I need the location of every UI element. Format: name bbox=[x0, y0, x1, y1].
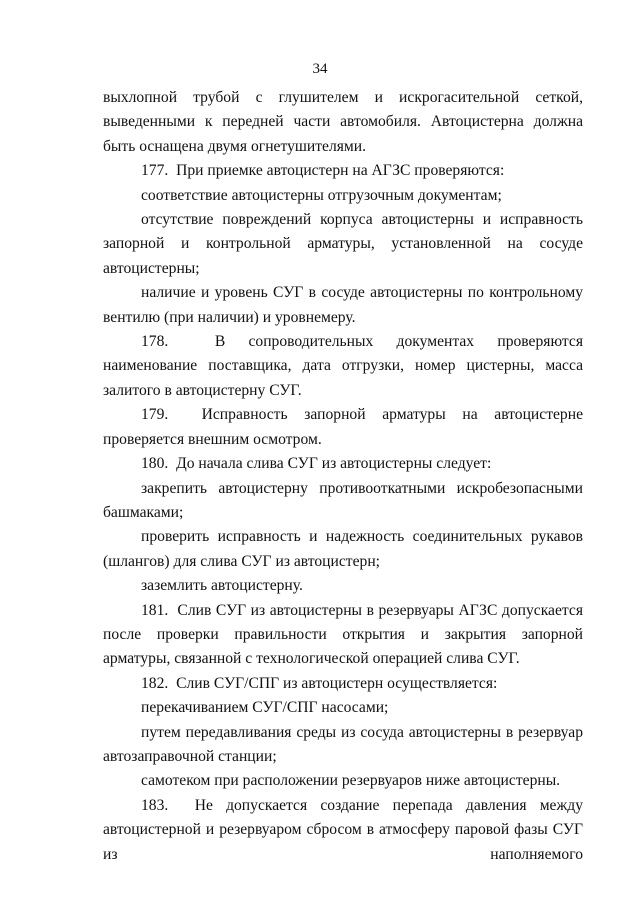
paragraph-178: 178. В сопроводительных документах проверяются наименование поставщика, дата отгрузки, номер цистерны, масса залитого в автоцистерну СУГ. bbox=[103, 333, 583, 399]
paragraph-182-item-3: самотеком при расположении резервуаров ниже автоцистерны. bbox=[141, 772, 561, 790]
paragraph-182-item-2: путем передавливания среды из сосуда автоцистерны в резервуар автозаправочной станции; bbox=[103, 723, 583, 765]
paragraph-continuation: выхлопной трубой с глушителем и искрогасительной сеткой, выведенными к передней части автомобиля. Автоцистерна должна быть оснащена двумя огнетушителями. bbox=[103, 89, 583, 155]
paragraph-179: 179. Исправность запорной арматуры на автоцистерне проверяется внешним осмотром. bbox=[103, 406, 583, 448]
paragraph-180-item-2: проверить исправность и надежность соединительных рукавов (шлангов) для слива СУГ из автоцистерн; bbox=[103, 528, 583, 570]
paragraph-177: 177. При приемке автоцистерн на АГЗС проверяются: bbox=[141, 162, 505, 180]
paragraph-182: 182. Слив СУГ/СПГ из автоцистерн осуществляется: bbox=[141, 674, 498, 692]
page-number: 34 bbox=[312, 61, 328, 77]
document-body bbox=[103, 86, 583, 867]
paragraph-177-item-3: наличие и уровень СУГ в сосуде автоцистерны по контрольному вентилю (при наличии) и уровнемеру. bbox=[103, 284, 583, 326]
paragraph-180: 180. До начала слива СУГ из автоцистерны следует: bbox=[141, 455, 492, 473]
paragraph-182-item-1: перекачиванием СУГ/СПГ насосами; bbox=[141, 699, 389, 717]
paragraph-183: 183. Не допускается создание перепада давления между автоцистерной и резервуаром сбросом в атмосферу паровой фазы СУГ из наполняемого bbox=[103, 796, 583, 863]
paragraph-177-item-1: соответствие автоцистерны отгрузочным документам; bbox=[141, 186, 502, 204]
paragraph-180-item-1: закрепить автоцистерну противооткатными искробезопасными башмаками; bbox=[103, 479, 583, 521]
paragraph-180-item-3: заземлить автоцистерну. bbox=[141, 577, 303, 595]
paragraph-181: 181. Слив СУГ из автоцистерны в резервуары АГЗС допускается после проверки правильности открытия и закрытия запорной арматуры, связанной с технологической операцией слива СУГ. bbox=[103, 601, 583, 668]
paragraph-177-item-2: отсутствие повреждений корпуса автоцистерны и исправность запорной и контрольной арматуры, установленной на сосуде автоцистерны; bbox=[103, 211, 583, 277]
